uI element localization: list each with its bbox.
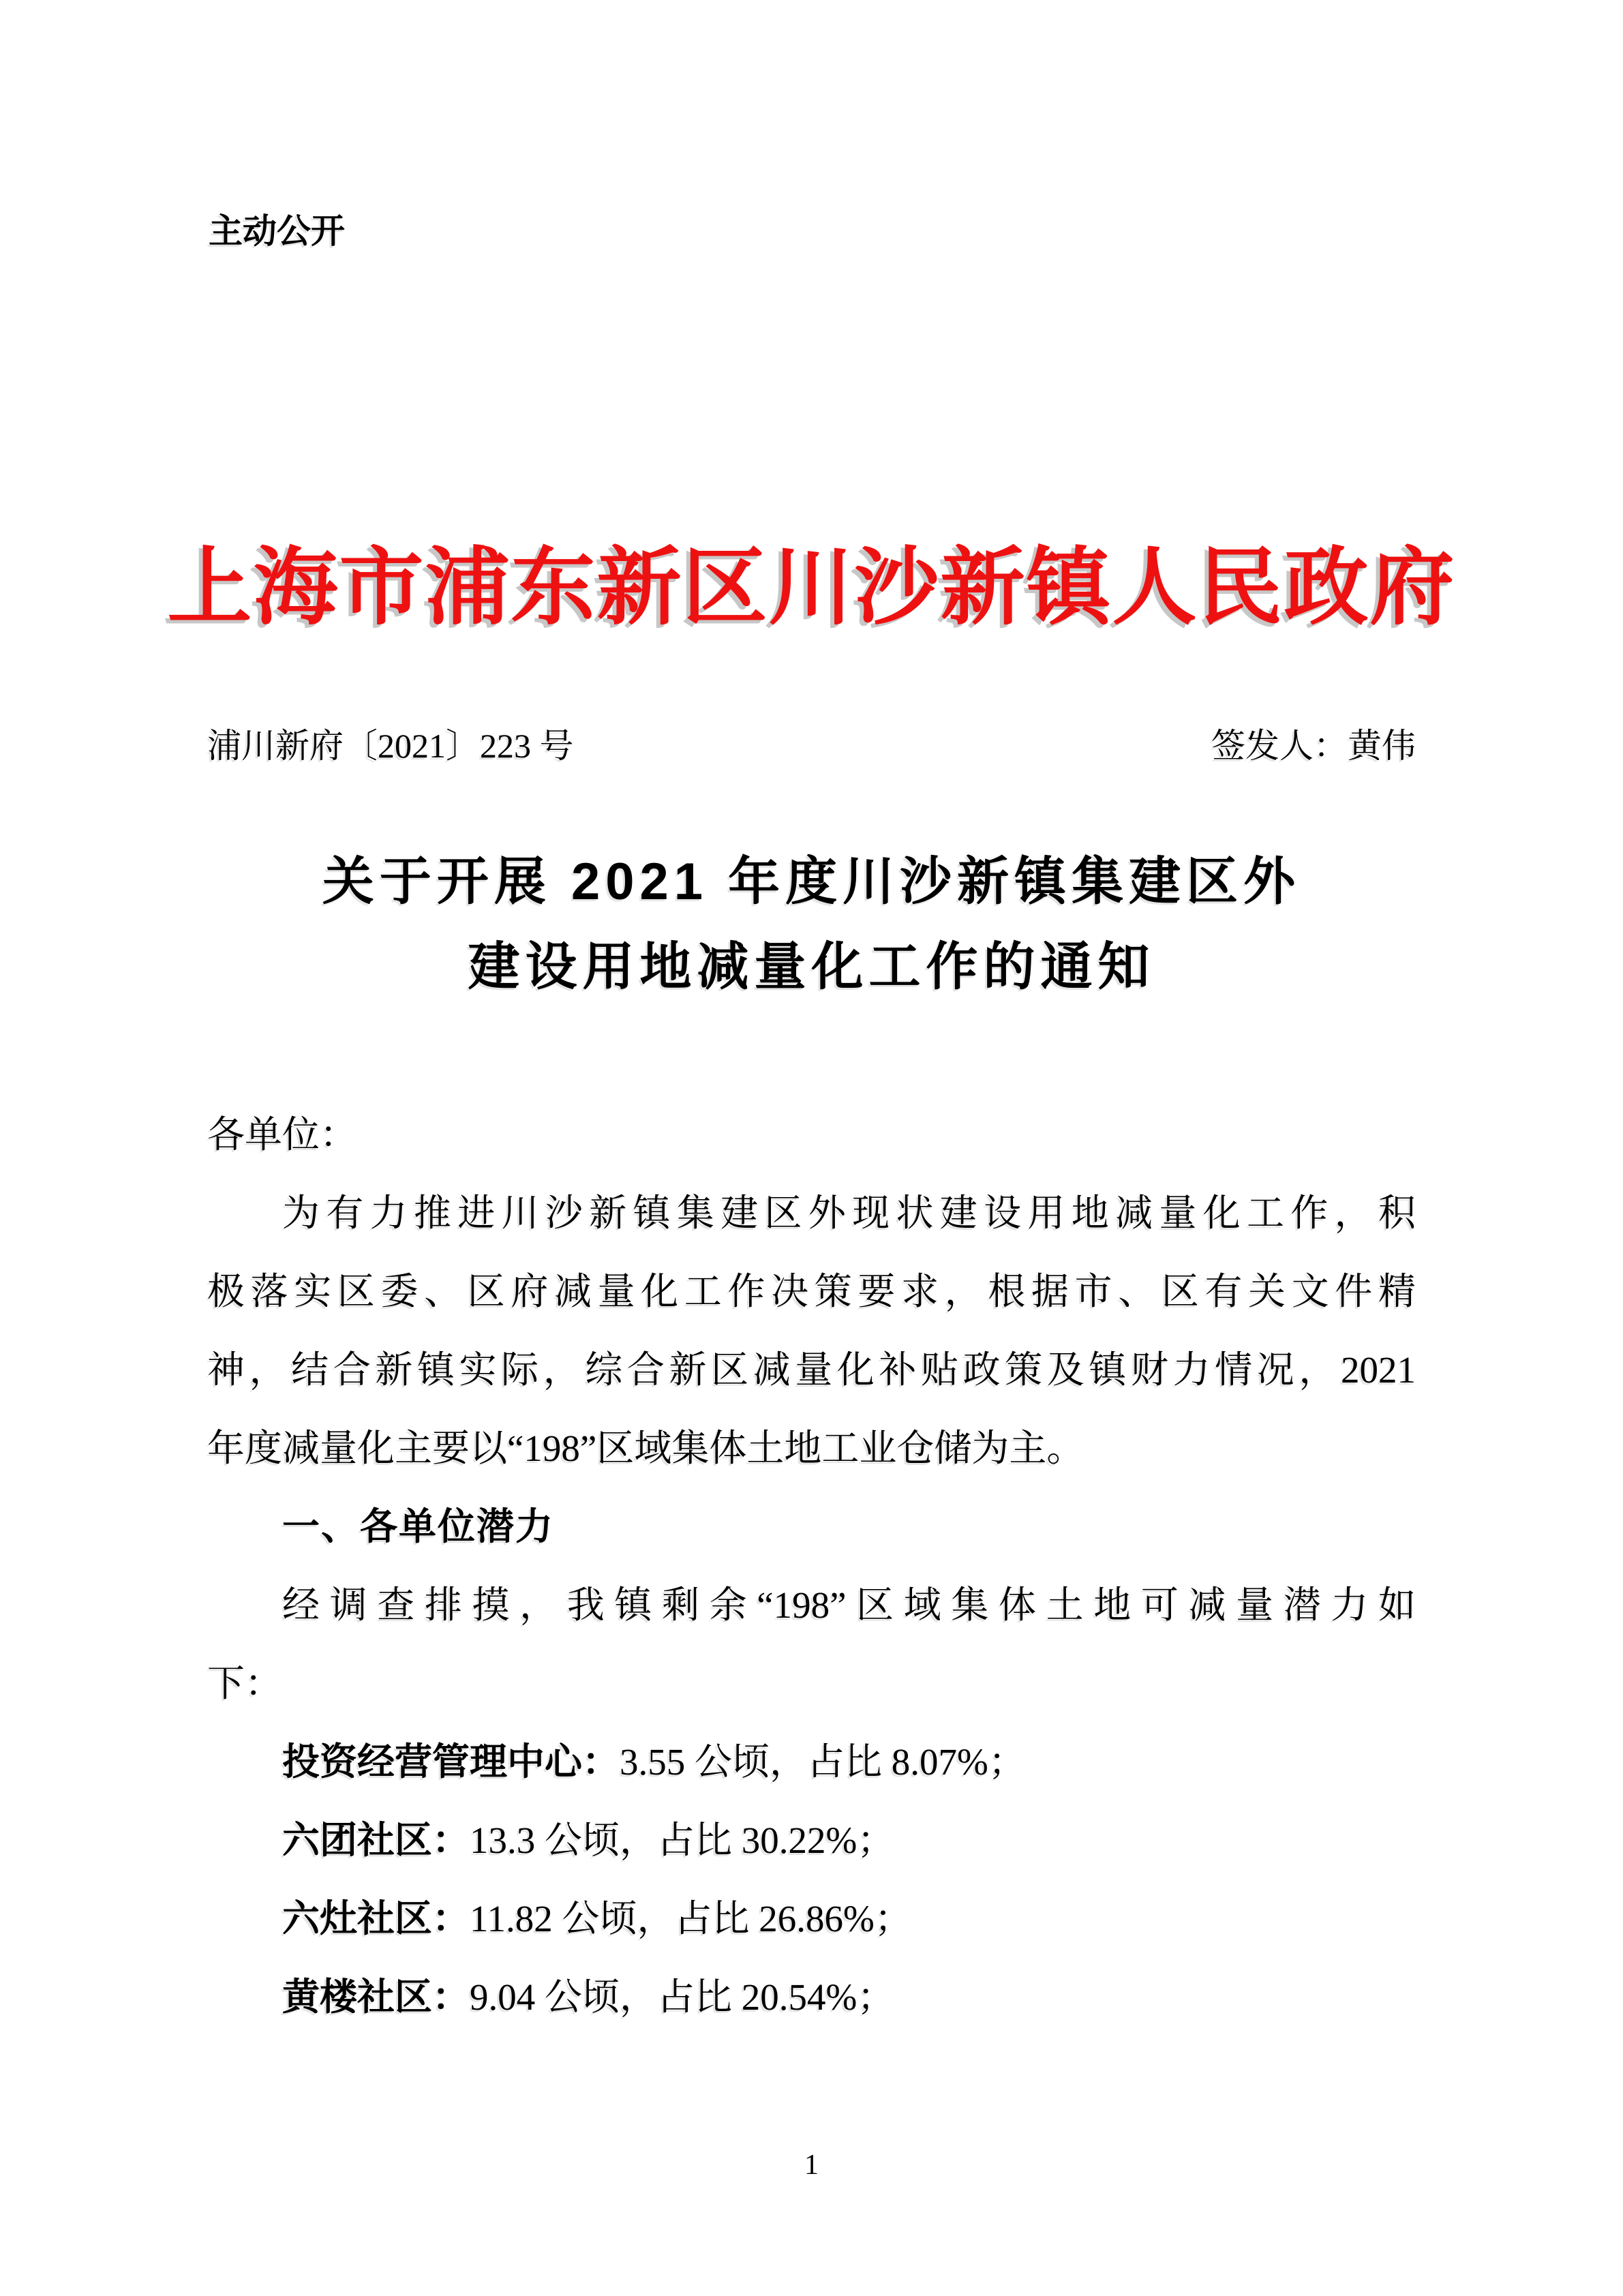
document-body: [207, 1096, 1416, 2036]
potential-item-2-label: 六团社区：: [282, 1819, 470, 1861]
issuer-name: 黄伟: [1348, 727, 1416, 765]
potential-item-4-value: 9.04 公顷，占比 20.54%；: [470, 1976, 895, 2018]
document-title-line1: 关于开展 2021 年度川沙新镇集建区外: [322, 853, 1301, 911]
letterhead-org-name: 上海市浦东新区川沙新镇人民政府: [167, 541, 1456, 635]
doc-number: 浦川新府〔2021〕223 号: [207, 727, 574, 765]
page-number: 1: [804, 2149, 819, 2181]
potential-item-2-value: 13.3 公顷，占比 30.22%；: [470, 1819, 895, 1861]
document-title: [0, 839, 1623, 1010]
potential-item-1-value: 3.55 公顷，占比 8.07%；: [620, 1741, 1026, 1783]
potential-item-1: [207, 1723, 1416, 1801]
document-title-line2: 建设用地减量化工作的通知: [468, 938, 1155, 996]
potential-item-3: [207, 1879, 1416, 1958]
potential-item-2: [207, 1801, 1416, 1879]
paragraph1-line1: 为有力推进川沙新镇集建区外现状建设用地减量化工作，积: [282, 1192, 1416, 1234]
paragraph2-line1: 经调查排摸，我镇剩余“198”区域集体土地可减量潜力如: [282, 1584, 1416, 1626]
doc-number-row: [207, 724, 1416, 768]
paragraph1-line4: 年度减量化主要以“198”区域集体土地工业仓储为主。: [207, 1428, 1084, 1469]
section1-heading: 一、各单位潜力: [282, 1505, 555, 1547]
potential-item-1-label: 投资经营管理中心：: [282, 1741, 620, 1783]
issuer-label: 签发人：: [1211, 727, 1348, 765]
paragraph1-line2: 极落实区委、区府减量化工作决策要求，根据市、区有关文件精: [207, 1271, 1416, 1312]
potential-item-3-value: 11.82 公顷，占比 26.86%；: [470, 1898, 912, 1939]
paragraph1-line3: 神，结合新镇实际，综合新区减量化补贴政策及镇财力情况，2021: [207, 1349, 1416, 1391]
issuer: [1211, 724, 1416, 768]
salutation: 各单位：: [207, 1114, 358, 1155]
potential-item-3-label: 六灶社区：: [282, 1898, 470, 1939]
classification-marker: 主动公开: [209, 212, 345, 250]
potential-item-4-label: 黄楼社区：: [282, 1976, 470, 2018]
potential-item-4: [207, 1958, 1416, 2036]
paragraph2-line2: 下：: [207, 1663, 283, 1704]
